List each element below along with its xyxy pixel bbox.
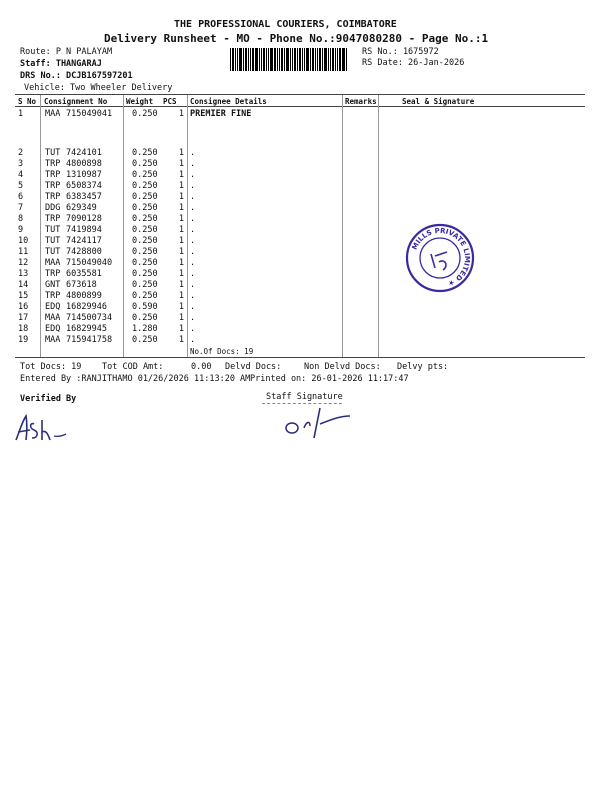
cell-prefix: TRP bbox=[45, 181, 61, 191]
cell-number: 629349 bbox=[66, 203, 97, 213]
delvy-pts: Delvy pts: bbox=[397, 362, 449, 372]
cell-weight: 1.280 bbox=[132, 324, 158, 334]
vehicle: Vehicle: Two Wheeler Delivery bbox=[24, 83, 173, 93]
cell-consignee: . bbox=[190, 159, 196, 169]
cell-consignee: . bbox=[190, 291, 196, 301]
cell-consignee: . bbox=[190, 280, 196, 290]
cell-pcs: 1 bbox=[178, 225, 184, 235]
cell-prefix: TUT bbox=[45, 225, 61, 235]
cell-consignee: . bbox=[190, 181, 196, 191]
cell-pcs: 1 bbox=[178, 159, 184, 169]
cell-number: 7090128 bbox=[66, 214, 102, 224]
cell-sno: 19 bbox=[18, 335, 29, 345]
cell-consignee: . bbox=[190, 225, 196, 235]
cell-pcs: 1 bbox=[178, 313, 184, 323]
cell-prefix: EDQ bbox=[45, 302, 61, 312]
company-name: THE PROFESSIONAL COURIERS, COIMBATORE bbox=[174, 19, 397, 30]
cell-prefix: TUT bbox=[45, 236, 61, 246]
cell-sno: 4 bbox=[18, 170, 24, 180]
cell-number: 6383457 bbox=[66, 192, 102, 202]
col-consignee: Consignee Details bbox=[190, 97, 267, 106]
table-bottom-rule bbox=[15, 357, 585, 358]
tot-docs: Tot Docs: 19 bbox=[20, 362, 82, 372]
divider bbox=[123, 95, 124, 357]
cell-number: 673618 bbox=[66, 280, 97, 290]
cell-pcs: 1 bbox=[178, 302, 184, 312]
cell-pcs: 1 bbox=[178, 236, 184, 246]
tot-cod-value: 0.00 bbox=[191, 362, 212, 372]
staff-signature bbox=[280, 402, 360, 442]
cell-pcs: 1 bbox=[178, 291, 184, 301]
cell-pcs: 1 bbox=[178, 170, 184, 180]
entered-by: Entered By :RANJITHAMO 01/26/2026 11:13:20 AM bbox=[20, 374, 251, 384]
non-delvd-docs: Non Delvd Docs: bbox=[304, 362, 381, 372]
cell-consignee: . bbox=[190, 236, 196, 246]
cell-sno: 3 bbox=[18, 159, 24, 169]
cell-sno: 7 bbox=[18, 203, 24, 213]
col-pcs: PCS bbox=[163, 97, 177, 106]
cell-sno: 9 bbox=[18, 225, 24, 235]
cell-number: 6035581 bbox=[66, 269, 102, 279]
cell-weight: 0.250 bbox=[132, 335, 158, 345]
cell-sno: 12 bbox=[18, 258, 29, 268]
cell-sno: 16 bbox=[18, 302, 29, 312]
cell-pcs: 1 bbox=[178, 203, 184, 213]
cell-number: 715941758 bbox=[66, 335, 113, 345]
header-bottom-rule bbox=[15, 106, 585, 107]
cell-prefix: MAA bbox=[45, 335, 61, 345]
cell-prefix: TRP bbox=[45, 159, 61, 169]
cell-sno: 14 bbox=[18, 280, 29, 290]
divider bbox=[40, 95, 41, 357]
cell-number: 7424101 bbox=[66, 148, 102, 158]
company-seal-stamp bbox=[405, 222, 475, 294]
cell-prefix: MAA bbox=[45, 109, 61, 119]
cell-pcs: 1 bbox=[178, 181, 184, 191]
cell-number: 7419894 bbox=[66, 225, 102, 235]
rs-number: RS No.: 1675972 bbox=[362, 47, 439, 57]
cell-sno: 1 bbox=[18, 109, 24, 119]
divider bbox=[187, 95, 188, 357]
cell-number: 7428800 bbox=[66, 247, 102, 257]
cell-consignee: . bbox=[190, 269, 196, 279]
cell-weight: 0.250 bbox=[132, 109, 158, 119]
divider bbox=[342, 95, 343, 357]
cell-sno: 17 bbox=[18, 313, 29, 323]
cell-number: 16829945 bbox=[66, 324, 107, 334]
cell-consignee: . bbox=[190, 203, 196, 213]
cell-prefix: TRP bbox=[45, 170, 61, 180]
cell-sno: 11 bbox=[18, 247, 29, 257]
barcode bbox=[230, 48, 358, 71]
cell-weight: 0.250 bbox=[132, 148, 158, 158]
cell-sno: 18 bbox=[18, 324, 29, 334]
cell-consignee: . bbox=[190, 258, 196, 268]
col-remarks: Remarks bbox=[345, 97, 377, 106]
verifier-signature bbox=[12, 410, 72, 445]
cell-consignee: . bbox=[190, 148, 196, 158]
col-weight: Weight bbox=[126, 97, 154, 106]
cell-consignee: . bbox=[190, 192, 196, 202]
cell-weight: 0.250 bbox=[132, 214, 158, 224]
cell-consignee: . bbox=[190, 335, 196, 345]
cell-prefix: MAA bbox=[45, 258, 61, 268]
col-consignment: Consignment No bbox=[44, 97, 108, 106]
rs-date: RS Date: 26-Jan-2026 bbox=[362, 58, 465, 68]
cell-weight: 0.250 bbox=[132, 159, 158, 169]
cell-pcs: 1 bbox=[178, 269, 184, 279]
cell-prefix: GNT bbox=[45, 280, 61, 290]
cell-prefix: TRP bbox=[45, 291, 61, 301]
route: Route: P N PALAYAM bbox=[20, 47, 113, 57]
cell-prefix: TRP bbox=[45, 269, 61, 279]
cell-weight: 0.250 bbox=[132, 203, 158, 213]
cell-prefix: TUT bbox=[45, 148, 61, 158]
cell-sno: 5 bbox=[18, 181, 24, 191]
cell-weight: 0.250 bbox=[132, 192, 158, 202]
cell-weight: 0.250 bbox=[132, 247, 158, 257]
cell-number: 714500734 bbox=[66, 313, 113, 323]
cell-weight: 0.250 bbox=[132, 236, 158, 246]
svg-text:MILLS PRIVATE LIMITED ★: MILLS PRIVATE LIMITED ★ bbox=[410, 226, 472, 288]
cell-number: 7424117 bbox=[66, 236, 102, 246]
cell-pcs: 1 bbox=[178, 258, 184, 268]
cell-weight: 0.250 bbox=[132, 181, 158, 191]
cell-consignee: . bbox=[190, 324, 196, 334]
cell-weight: 0.590 bbox=[132, 302, 158, 312]
cell-sno: 6 bbox=[18, 192, 24, 202]
cell-weight: 0.250 bbox=[132, 225, 158, 235]
staff-signature-label: Staff Signature bbox=[266, 392, 343, 402]
cell-pcs: 1 bbox=[178, 324, 184, 334]
cell-pcs: 1 bbox=[178, 109, 184, 119]
cell-sno: 15 bbox=[18, 291, 29, 301]
cell-number: 16829946 bbox=[66, 302, 107, 312]
cell-number: 715049041 bbox=[66, 109, 113, 119]
verified-by-label: Verified By bbox=[20, 394, 77, 404]
delvd-docs: Delvd Docs: bbox=[225, 362, 282, 372]
drs-number: DRS No.: DCJB167597201 bbox=[20, 71, 133, 81]
cell-weight: 0.250 bbox=[132, 313, 158, 323]
cell-prefix: EDQ bbox=[45, 324, 61, 334]
col-seal: Seal & Signature bbox=[402, 97, 475, 106]
cell-pcs: 1 bbox=[178, 280, 184, 290]
cell-sno: 2 bbox=[18, 148, 24, 158]
runsheet-title: Delivery Runsheet - MO - Phone No.:9047080280 - Page No.:1 bbox=[104, 32, 489, 45]
cell-number: 4800898 bbox=[66, 159, 102, 169]
header-top-rule bbox=[15, 94, 585, 95]
cell-pcs: 1 bbox=[178, 247, 184, 257]
cell-pcs: 1 bbox=[178, 192, 184, 202]
cell-number: 4800899 bbox=[66, 291, 102, 301]
cell-consignee: PREMIER FINE bbox=[190, 109, 252, 119]
cell-prefix: TUT bbox=[45, 247, 61, 257]
cell-weight: 0.250 bbox=[132, 170, 158, 180]
cell-sno: 13 bbox=[18, 269, 29, 279]
staff-name: Staff: THANGARAJ bbox=[20, 59, 102, 69]
cell-weight: 0.250 bbox=[132, 291, 158, 301]
cell-consignee: . bbox=[190, 247, 196, 257]
cell-pcs: 1 bbox=[178, 148, 184, 158]
cell-prefix: DDG bbox=[45, 203, 61, 213]
cell-number: 6508374 bbox=[66, 181, 102, 191]
col-sno: S No bbox=[18, 97, 37, 106]
cell-pcs: 1 bbox=[178, 335, 184, 345]
cell-number: 1310987 bbox=[66, 170, 102, 180]
cell-weight: 0.250 bbox=[132, 280, 158, 290]
cell-consignee: . bbox=[190, 170, 196, 180]
cell-prefix: TRP bbox=[45, 192, 61, 202]
no-of-docs: No.Of Docs: 19 bbox=[190, 347, 254, 356]
cell-prefix: TRP bbox=[45, 214, 61, 224]
cell-sno: 10 bbox=[18, 236, 29, 246]
printed-on: Printed on: 26-01-2026 11:17:47 bbox=[250, 374, 409, 384]
divider bbox=[378, 95, 379, 357]
cell-sno: 8 bbox=[18, 214, 24, 224]
cell-weight: 0.250 bbox=[132, 269, 158, 279]
cell-number: 715049040 bbox=[66, 258, 113, 268]
cell-consignee: . bbox=[190, 214, 196, 224]
cell-pcs: 1 bbox=[178, 214, 184, 224]
cell-weight: 0.250 bbox=[132, 258, 158, 268]
cell-consignee: . bbox=[190, 313, 196, 323]
cell-consignee: . bbox=[190, 302, 196, 312]
tot-cod-label: Tot COD Amt: bbox=[102, 362, 164, 372]
cell-prefix: MAA bbox=[45, 313, 61, 323]
